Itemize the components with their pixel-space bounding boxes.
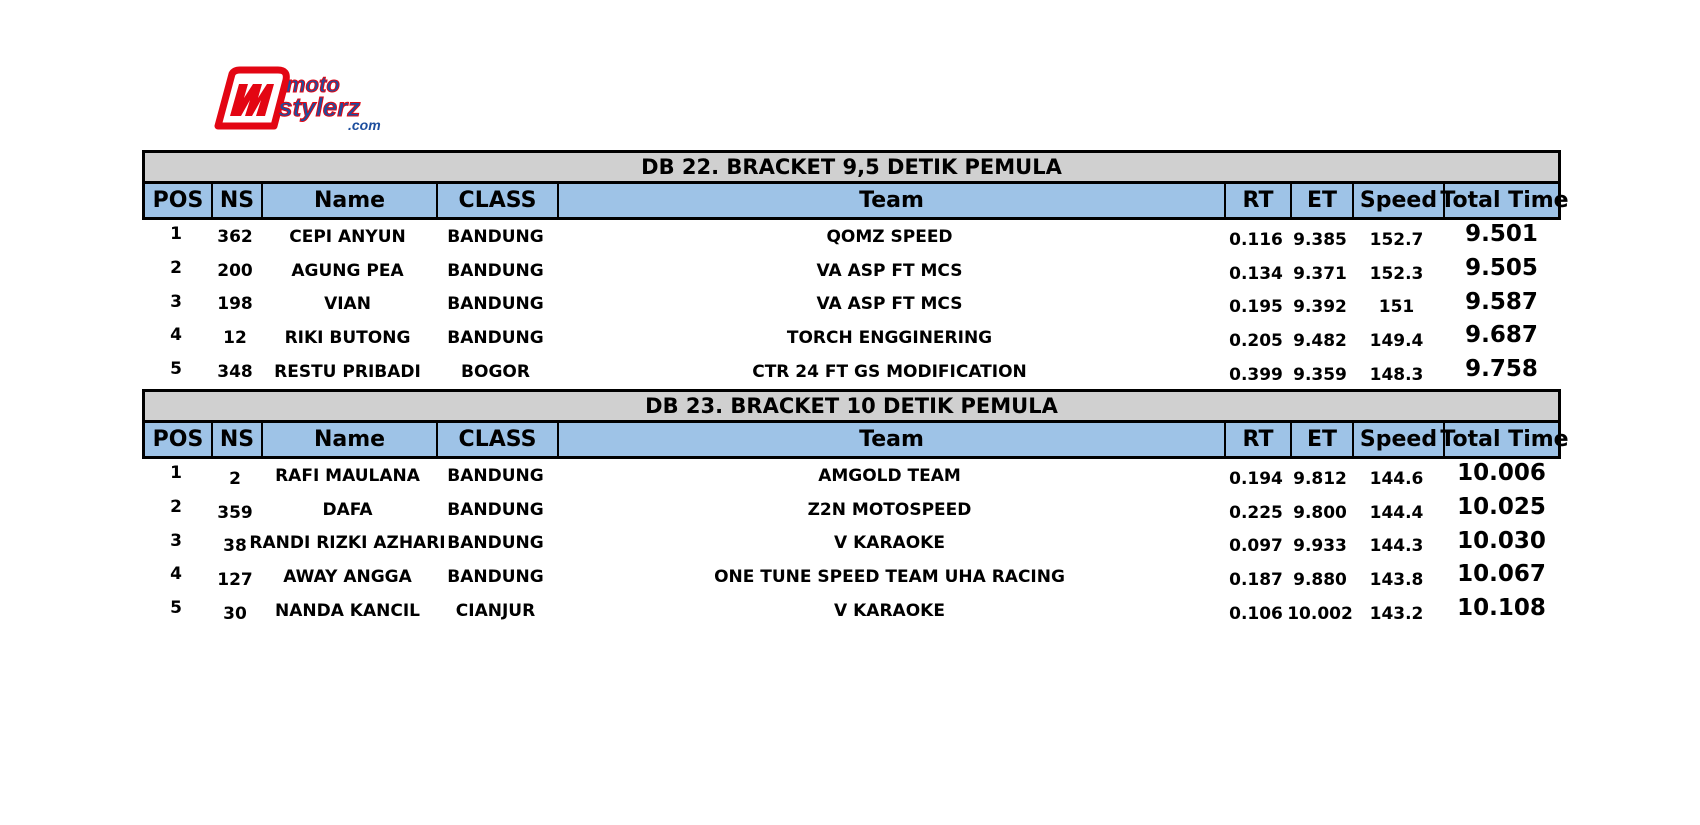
cell-rt: 0.399 [1229,365,1283,386]
table-row [142,560,1561,594]
col-header-et: ET [1292,423,1354,456]
cell-rt: 0.187 [1229,570,1283,591]
table-header [142,423,1569,459]
cell-class: BANDUNG [447,499,544,520]
results-section [142,389,1569,628]
col-header-speed: Speed [1354,423,1445,456]
cell-ns: 362 [217,226,253,247]
col-header-et: ET [1292,184,1354,217]
cell-class: BANDUNG [447,260,544,281]
cell-total-time: 10.067 [1457,561,1546,588]
table-row [142,493,1561,527]
cell-name: RESTU PRIBADI [274,362,421,383]
col-header-ns: NS [213,184,263,217]
cell-pos: 4 [170,564,182,585]
cell-pos: 1 [170,224,182,244]
col-header-class: CLASS [438,184,559,217]
cell-pos: 2 [170,257,182,278]
cell-speed: 144.3 [1369,536,1424,557]
cell-et: 9.359 [1293,365,1347,386]
cell-total-time: 9.501 [1465,221,1538,247]
cell-class: BANDUNG [447,226,544,247]
cell-class: BANDUNG [447,533,544,554]
table-row [142,321,1561,355]
cell-team: Z2N MOTOSPEED [807,499,972,520]
logo-text-stylerz: stylerz [278,92,361,122]
cell-name: CEPI ANYUN [289,226,406,247]
cell-speed: 143.8 [1369,570,1424,591]
col-header-pos: POS [145,423,213,456]
cell-et: 9.385 [1293,229,1347,250]
cell-pos: 5 [170,359,182,380]
table-row [142,594,1561,628]
cell-speed: 152.7 [1369,229,1424,250]
col-header-rt: RT [1226,184,1292,217]
cell-speed: 144.6 [1369,468,1424,489]
cell-speed: 148.3 [1369,365,1424,386]
cell-speed: 143.2 [1369,604,1424,625]
cell-speed: 152.3 [1369,263,1424,284]
cell-pos: 1 [170,462,182,483]
table-row [142,220,1561,254]
cell-speed: 151 [1378,297,1415,318]
cell-team: ONE TUNE SPEED TEAM UHA RACING [714,567,1065,588]
cell-class: BANDUNG [447,567,544,588]
cell-team: TORCH ENGGINERING [786,328,993,349]
table-header [142,184,1569,220]
cell-pos: 3 [170,291,182,312]
cell-et: 9.812 [1293,468,1347,489]
cell-team: QOMZ SPEED [826,226,953,247]
cell-rt: 0.205 [1229,331,1283,352]
results-container [142,150,1569,628]
table-row [142,459,1561,493]
cell-team: AMGOLD TEAM [818,465,961,486]
cell-pos: 4 [170,325,182,346]
cell-ns: 127 [217,570,253,591]
cell-name: DAFA [322,499,373,520]
cell-team: V KARAOKE [834,533,945,554]
col-header-name: Name [263,184,438,217]
cell-name: AWAY ANGGA [283,567,412,588]
col-header-pos: POS [145,184,213,217]
cell-et: 9.800 [1293,502,1347,523]
col-header-rt: RT [1226,423,1292,456]
cell-rt: 0.195 [1229,297,1283,318]
section-title: DB 23. BRACKET 10 DETIK PEMULA [142,389,1561,423]
cell-team: VA ASP FT MCS [816,294,963,315]
cell-total-time: 10.006 [1457,459,1546,486]
cell-rt: 0.106 [1229,604,1283,625]
cell-class: BANDUNG [447,294,544,315]
cell-speed: 149.4 [1369,331,1424,352]
table-row [142,288,1561,322]
cell-class: BOGOR [461,362,530,383]
cell-et: 9.933 [1293,536,1347,557]
cell-rt: 0.097 [1229,536,1283,557]
cell-team: V KARAOKE [834,601,945,622]
cell-pos: 3 [170,530,182,551]
cell-total-time: 9.587 [1465,288,1538,315]
col-header-speed: Speed [1354,184,1445,217]
section-title: DB 22. BRACKET 9,5 DETIK PEMULA [142,150,1561,184]
cell-ns: 38 [223,536,247,557]
cell-et: 9.482 [1293,331,1347,352]
table-row [142,254,1561,288]
cell-ns: 12 [223,328,247,349]
cell-name: NANDA KANCIL [275,601,420,622]
col-header-name: Name [263,423,438,456]
cell-name: RANDI RIZKI AZHARI [249,533,446,554]
cell-name: VIAN [324,294,371,315]
cell-total-time: 10.108 [1457,595,1546,622]
cell-ns: 200 [217,260,253,281]
col-header-ns: NS [213,423,263,456]
cell-et: 9.880 [1293,570,1347,591]
cell-total-time: 9.505 [1465,254,1538,281]
cell-ns: 359 [217,502,253,523]
cell-pos: 2 [170,496,182,517]
cell-total-time: 9.758 [1465,356,1538,383]
cell-class: BANDUNG [447,465,544,486]
cell-total-time: 9.687 [1465,322,1538,349]
table-row [142,527,1561,561]
cell-ns: 30 [223,604,247,625]
table-row [142,355,1561,389]
cell-et: 10.002 [1287,604,1353,625]
cell-rt: 0.194 [1229,468,1283,489]
cell-name: RIKI BUTONG [284,328,411,349]
cell-class: BANDUNG [447,328,544,349]
logo-text-com: .com [348,117,381,133]
cell-team: CTR 24 FT GS MODIFICATION [752,362,1027,383]
cell-et: 9.392 [1293,297,1347,318]
cell-pos: 5 [170,598,182,619]
col-header-class: CLASS [438,423,559,456]
cell-rt: 0.116 [1229,229,1283,250]
cell-ns: 2 [229,468,241,489]
cell-class: CIANJUR [455,601,536,622]
cell-team: VA ASP FT MCS [816,260,963,281]
cell-total-time: 10.030 [1457,527,1546,554]
cell-name: AGUNG PEA [291,260,404,281]
cell-name: RAFI MAULANA [275,465,420,486]
col-header-total-time: Total Time [1440,188,1569,213]
results-section [142,150,1569,389]
col-header-team: Team [559,184,1226,217]
logo-m-mark [218,70,286,126]
cell-rt: 0.225 [1229,502,1283,523]
cell-ns: 348 [217,362,253,383]
cell-rt: 0.134 [1229,263,1283,284]
logo-text-moto: moto [286,72,340,97]
motostylerz-logo [208,66,398,134]
cell-speed: 144.4 [1369,502,1424,523]
cell-total-time: 10.025 [1457,493,1546,520]
col-header-team: Team [559,423,1226,456]
col-header-total-time: Total Time [1440,426,1569,452]
cell-ns: 198 [217,294,253,315]
cell-et: 9.371 [1293,263,1347,284]
